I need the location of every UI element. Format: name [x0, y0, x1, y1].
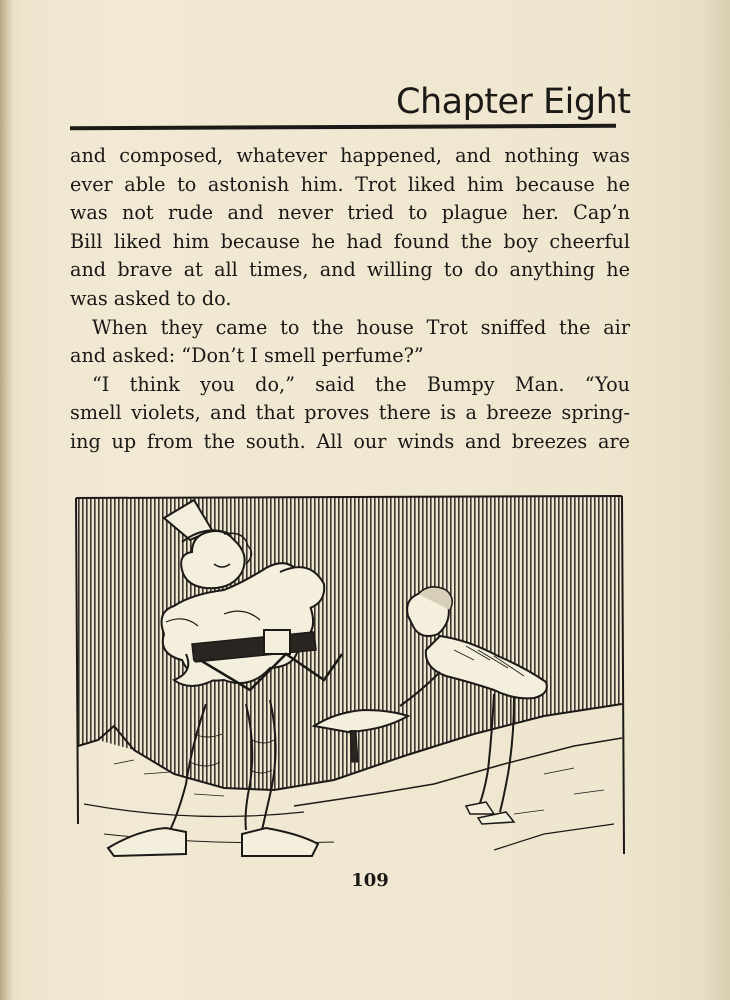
- chapter-heading: Chapter Eight: [396, 82, 631, 122]
- page-gutter-shadow: [0, 0, 14, 1000]
- body-text: [70, 142, 630, 457]
- text-line: “I think you do,” said the Bumpy Man. “You: [92, 372, 630, 396]
- text-line: Bill liked him because he had found the boy cheerful: [70, 229, 630, 253]
- text-line: When they came to the house Trot sniffed the air: [92, 315, 630, 339]
- illustration-bumpy-man-and-boy: [74, 494, 626, 866]
- text-line: was asked to do.: [70, 286, 232, 310]
- page-number: 109: [351, 870, 389, 891]
- heading-rule: [70, 124, 616, 130]
- text-line: and brave at all times, and willing to do anything he: [70, 258, 630, 282]
- text-line: smell violets, and that proves there is a breeze spring-: [70, 401, 630, 425]
- text-line: and composed, whatever happened, and nothing was: [70, 144, 630, 167]
- text-line: ever able to astonish him. Trot liked him because he: [70, 172, 630, 196]
- text-line: ing up from the south. All our winds and breezes are: [70, 429, 630, 453]
- text-line: was not rude and never tried to plague her. Cap’n: [70, 201, 630, 225]
- text-line: and asked: “Don’t I smell perfume?”: [70, 344, 424, 368]
